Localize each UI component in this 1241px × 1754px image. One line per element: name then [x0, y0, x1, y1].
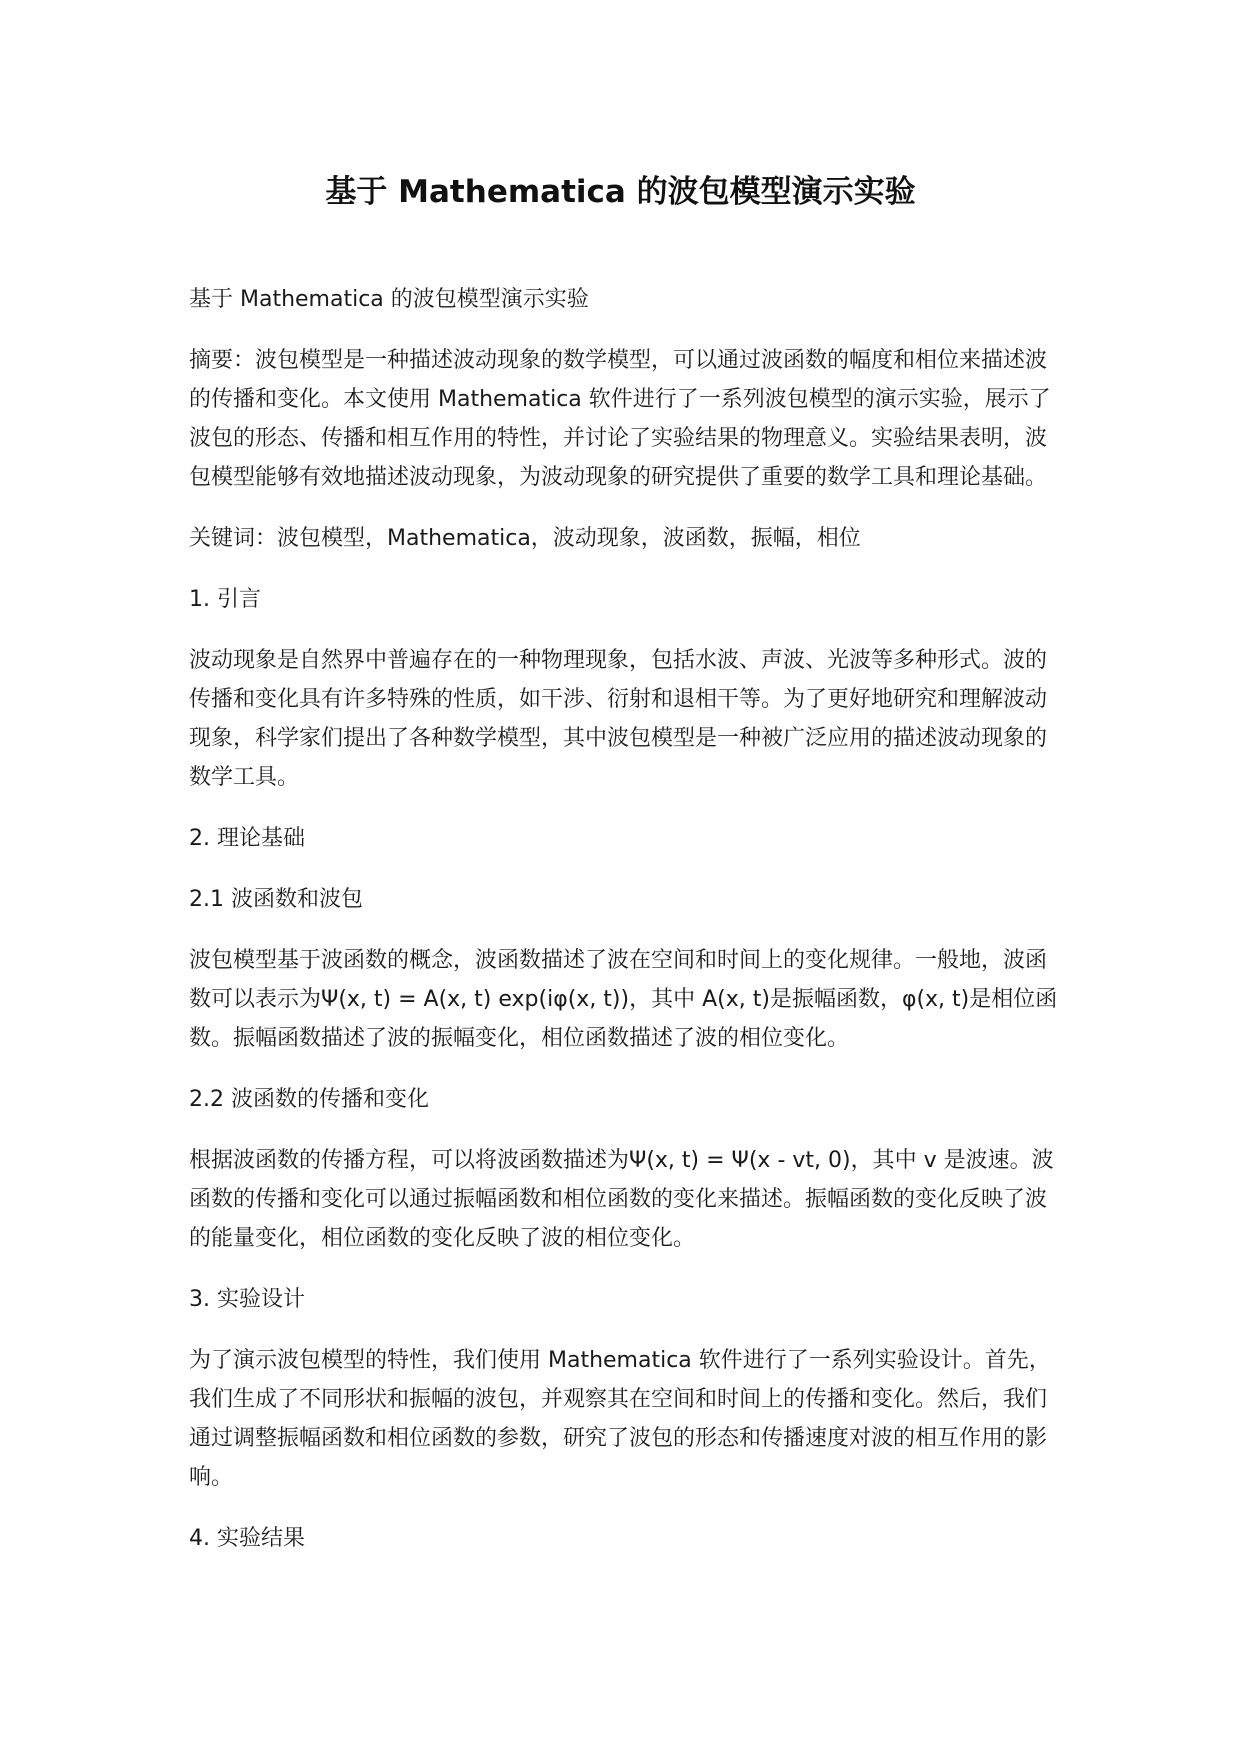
subsection-heading-wavefunction: 2.1 波函数和波包: [189, 887, 363, 912]
section-heading-results: 4. 实验结果: [189, 1526, 305, 1551]
wavefunction-paragraph: 波包模型基于波函数的概念，波函数描述了波在空间和时间上的变化规律。一般地，波函数可以表示为Ψ(x, t) = A(x, t) exp(iφ(x, t))，其中 A(x, t)是振幅函数，φ(x, t)是相位函数。振幅函数描述了波的振幅变化，相位函数描述了波的相位变化。: [189, 948, 1058, 1051]
propagation-paragraph: 根据波函数的传播方程，可以将波函数描述为Ψ(x, t) = Ψ(x - vt, 0)，其中 v 是波速。波函数的传播和变化可以通过振幅函数和相位函数的变化来描述。振幅函数的变化反映了波的能量变化，相位函数的变化反映了波的相位变化。: [189, 1148, 1054, 1251]
page-title: 基于 Mathematica 的波包模型演示实验: [325, 174, 916, 210]
subtitle-line: 基于 Mathematica 的波包模型演示实验: [189, 287, 589, 312]
section-heading-introduction: 1. 引言: [189, 587, 261, 612]
subsection-heading-propagation: 2.2 波函数的传播和变化: [189, 1087, 429, 1112]
experiment-design-paragraph: 为了演示波包模型的特性，我们使用 Mathematica 软件进行了一系列实验设计。首先，我们生成了不同形状和振幅的波包，并观察其在空间和时间上的传播和变化。然后，我们通过调整振幅函数和相位函数的参数，研究了波包的形态和传播速度对波的相互作用的影响。: [189, 1348, 1051, 1490]
section-heading-theory: 2. 理论基础: [189, 826, 305, 851]
keywords-line: 关键词：波包模型，Mathematica，波动现象，波函数，振幅，相位: [189, 526, 861, 551]
section-heading-experiment-design: 3. 实验设计: [189, 1287, 305, 1312]
document-body: [189, 280, 1059, 1580]
abstract-paragraph: 摘要：波包模型是一种描述波动现象的数学模型，可以通过波函数的幅度和相位来描述波的传播和变化。本文使用 Mathematica 软件进行了一系列波包模型的演示实验，展示了波包的形态、传播和相互作用的特性，并讨论了实验结果的物理意义。实验结果表明，波包模型能够有效地描述波动现象，为波动现象的研究提供了重要的数学工具和理论基础。: [189, 348, 1051, 490]
introduction-paragraph: 波动现象是自然界中普遍存在的一种物理现象，包括水波、声波、光波等多种形式。波的传播和变化具有许多特殊的性质，如干涉、衍射和退相干等。为了更好地研究和理解波动现象，科学家们提出了各种数学模型，其中波包模型是一种被广泛应用的描述波动现象的数学工具。: [189, 648, 1048, 790]
